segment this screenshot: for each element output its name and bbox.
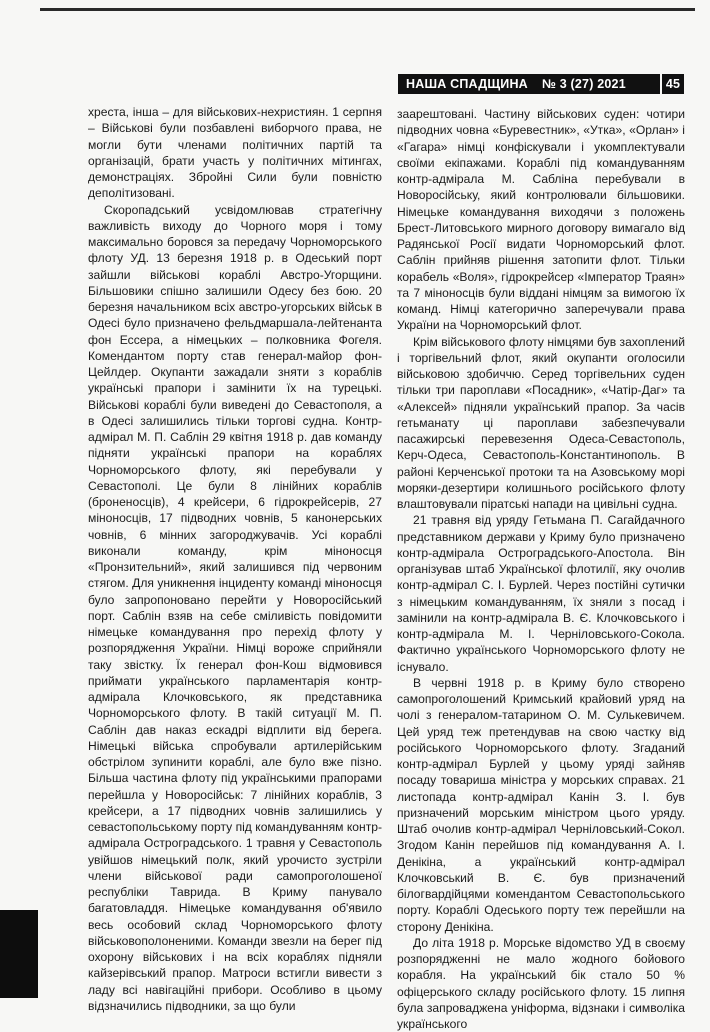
paragraph: В червні 1918 р. в Криму було створено самопроголошений Кримський крайовий уряд на чолі з генералом-татарином О. М. Сулькевичем. Цей уряд теж претендував на свою частку від російського Чорноморського флоту. Згаданий контр-адмірал Бурлей у цьому уряді зайняв посаду товариша міністра у морських справах. 21 листопада контр-адмірал Канін З. І. був призначений морським міністром цього уряду. Штаб очолив контр-адмірал Черніловський-Сокол. Згодом Канін перейшов під командування А. І. Денікіна, а український контр-адмірал Клочковський В. Є. був призначений білогвардійцями комендантом Севастопольського порту. Кораблі Одеського порту теж перейшли на сторону Денікіна.: [397, 675, 685, 934]
paragraph: заарештовані. Частину військових суден: чотири підводних човна «Буревестник», «Утка», «Орлан» і «Гагара» німці конфіскували і укомплектували своїми екіпажами. Кораблі під командуванням контр-адмірала М. Сабліна перебували в Новоросійську, який контролювали більшовики. Німецьке командування виходячи з положень Брест-Литовського мирного договору вимагало від Радянської Росії видати Чорноморський флот. Саблін прийняв рішення затопити флот. Тільки корабель «Воля», гідрокрейсер «Імператор Траян» та 7 міноносців були віддані німцям за вимогою їх команд. Німці категорично заперечували права України на Чорноморський флот.: [397, 107, 685, 333]
issue-label: № 3 (27) 2021: [541, 77, 626, 91]
right-column: [397, 106, 685, 1031]
top-rule: [40, 8, 695, 11]
paragraph: хреста, інша – для військових-нехристиян. 1 серпня – Військові були позбавлені виборчого права, не могли бути членами політичних партій та організацій, брати участь у політичних мітингах, демонстраціях. Збройні Сили були повністю деполітизовані.: [88, 105, 382, 201]
paragraph: 21 травня від уряду Гетьмана П. Сагайдачного представником держави у Криму було призначено контр-адмірала Остроградського-Апостола. Він організував штаб Української флотилії, яку очолив контр-адмірал С. І. Бурлей. Через постійні сутички з німецьким командуванням, їх зняли з посад і замінили на контр-адмірала В. Є. Клочковського і контр-адмірала М. І. Черніловського-Сокола. Фактично українського Чорноморського флоту не існувало.: [397, 513, 685, 674]
running-header: [398, 74, 684, 94]
page-number: 45: [660, 74, 684, 94]
paragraph: Крім військового флоту німцями був захоплений і торгівельний флот, який окупанти оголосили військовою здобиччю. Серед торгівельних суден тільки три пароплави «Посадник», «Чатір-Даг» та «Алексей» підняли український прапор. За часів гетьманату ці пароплави забезпечували пасажирські перевезення Одеса-Севастополь, Керч-Одеса, Севастополь-Константинополь. В районі Керченської протоки та на Азовському морі моряки-дезертири колишнього російського флоту влаштовували піратські напади на цивільні судна.: [397, 334, 685, 511]
paragraph: Скоропадський усвідомлював стратегічну важливість виходу до Чорного моря і тому максимально боровся за передачу Чорноморського флоту УД. 13 березня 1918 р. в Одеський порт зайшли військові кораблі Австро-Угорщини. Більшовики спішно залишили Одесу без бою. 20 березня начальником всіх австро-угорських військ в Одесі було призначено фельдмаршала-лейтенанта фон Ессера, а німецьких – полковника Фогеля. Комендантом порту став генерал-майор фон-Цейлдер. Окупанти зажадали зняти з кораблів українські прапори і замінити їх на турецькі. Військові кораблі були виведені до Севастополя, а в Одесі залишились тільки торгові судна. Контр-адмірал М. П. Саблін 29 квітня 1918 р. дав команду підняти українські прапори на кораблях Чорноморського флоту, які перебували у Севастополі. Це були 8 лінійних кораблів (броненосців), 4 крейсери, 6 гідрокрейсерів, 27 міноносців, 17 підводних човнів, 5 канонерських човнів, 6 мінних загороджувачів. Усі кораблі виконали команду, крім міноносця «Пронзительний», який залишився під червоним стягом. Для уникнення інциденту команді міноносця було запропоновано перейти у Новоросійський порт. Саблін взяв на себе сміливість повідомити німецьке командування про перехід флоту у розпорядження України. Німці вороже сприйняли таку звістку. Їх генерал фон-Кош відмовився приймати українського парламентарія контр-адмірала Клочковського, як представника Чорноморського флоту. В такій ситуації М. П. Саблін дав наказ ескадрі відплити від берега. Німецькі війська спробували артилерійським обстрілом зупинити кораблі, але було вже пізно. Більша частина флоту під українськими прапорами перейшла у Новоросійськ: 7 лінійних кораблів, 3 крейсери, а 17 підводних човнів залишились у севастопольському порту під командуванням контр-адмірала Остроградського. 1 травня у Севастополь увійшов німецький полк, який урочисто зустріли члени військової ради самопроголошеної республіки Таврида. В Криму панувало багатовладдя. Німецьке командування об'явило весь особовий склад Чорноморського флоту військовополоненими. Команди звезли на берег під охорону військових і на всіх кораблях підняли кайзерівський прапор. Матроси встигли вивести з ладу всі навігаційні прибори. Особливо в цьому відзначились підводники, за що були: [88, 202, 382, 1013]
journal-title: НАША СПАДЩИНА: [406, 77, 528, 91]
paragraph: До літа 1918 р. Морське відомство УД в своєму розпорядженні не мало жодного бойового корабля. На український бік стало 50 % офіцерського складу російського флоту. 15 липня була запроваджена уніформа, відзнаки і символіка українського: [397, 935, 685, 1031]
margin-block: [0, 910, 38, 998]
left-column: [88, 104, 382, 1013]
